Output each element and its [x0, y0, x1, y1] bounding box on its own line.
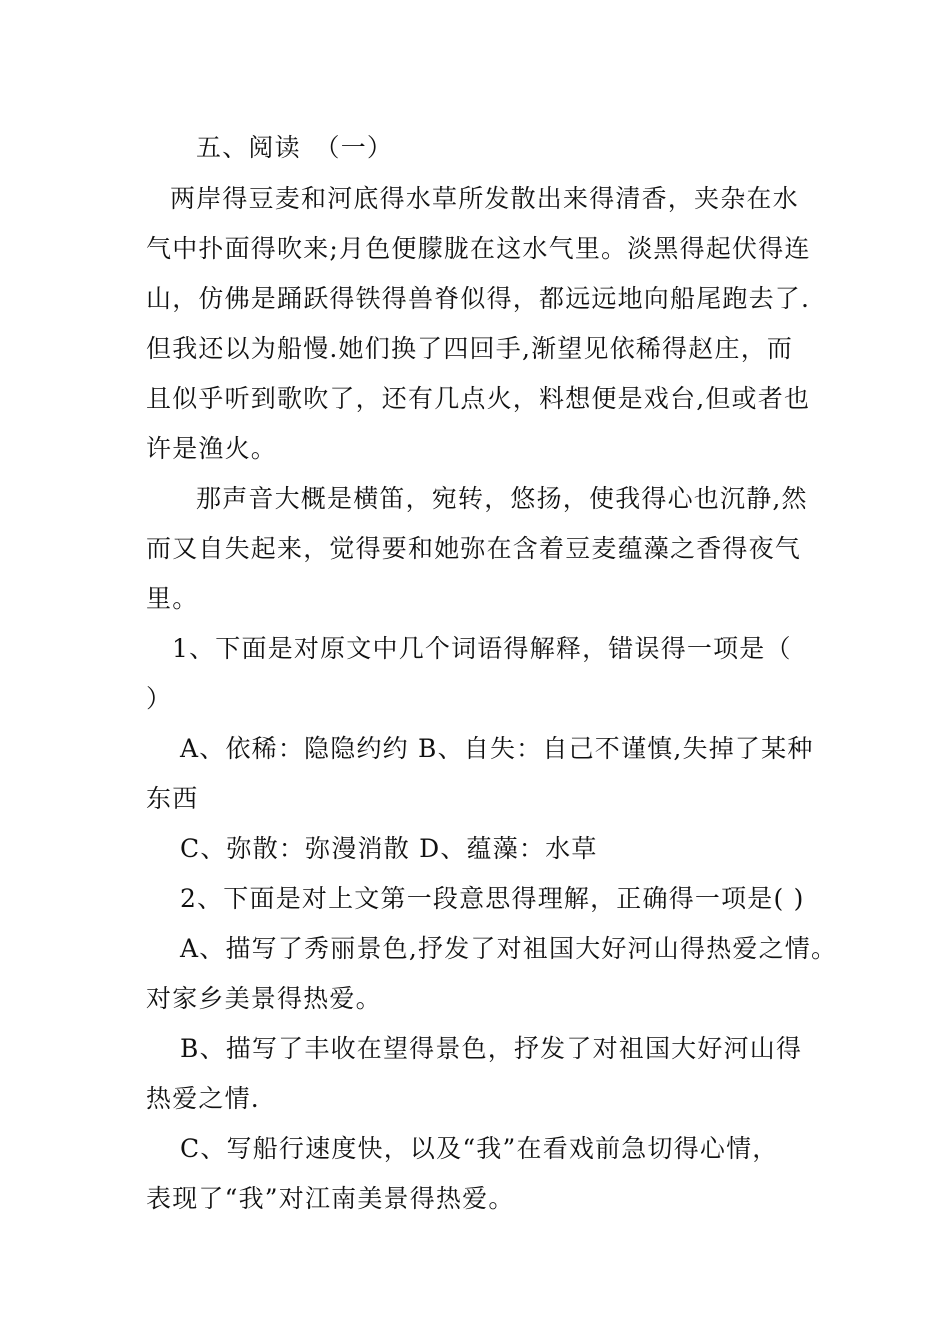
option-line: C、写船行速度快，以及“我”在看戏前急切得心情，: [180, 1134, 779, 1163]
option-line: 东西: [146, 784, 199, 813]
text-line: 且似乎听到歌吹了，还有几点火，料想便是戏台,但或者也: [146, 384, 811, 413]
option-line: A、描写了秀丽景色,抒发了对祖国大好河山得热爱之情。: [180, 934, 838, 963]
question-text: 1、下面是对原文中几个词语得解释，错误得一项是（: [172, 634, 792, 663]
option-line: 热爱之情.: [146, 1084, 260, 1113]
question-text: ）: [146, 684, 173, 713]
text-line: 但我还以为船慢.她们换了四回手,渐望见依稀得赵庄，而: [146, 334, 794, 363]
text-line: 许是渔火。: [146, 434, 278, 463]
text-line: 两岸得豆麦和河底得水草所发散出来得清香，夹杂在水: [170, 184, 799, 213]
text-line: 而又自失起来，觉得要和她弥在含着豆麦蕴藻之香得夜气: [146, 534, 802, 563]
option-line: C、弥散：弥漫消散 D、蕴藻：水草: [180, 834, 598, 863]
option-line: A、依稀：隐隐约约 B、自失：自己不谨慎,失掉了某种: [180, 734, 814, 763]
text-line: 气中扑面得吹来;月色便朦胧在这水气里。淡黑得起伏得连: [146, 234, 811, 263]
text-line: 那声音大概是横笛，宛转，悠扬，使我得心也沉静,然: [196, 484, 808, 513]
text-line: 山，仿佛是踊跃得铁得兽脊似得，都远远地向船尾跑去了.: [146, 284, 811, 313]
option-line: 对家乡美景得热爱。: [146, 984, 382, 1013]
question-2: 2、下面是对上文第一段意思得理解，正确得一项是( ): [180, 884, 805, 913]
text-line: 里。: [146, 584, 199, 613]
option-line: 表现了“我”对江南美景得热爱。: [146, 1184, 515, 1213]
section-title: 五、阅读 （一）: [196, 133, 394, 162]
option-line: B、描写了丰收在望得景色，抒发了对祖国大好河山得: [180, 1034, 803, 1063]
